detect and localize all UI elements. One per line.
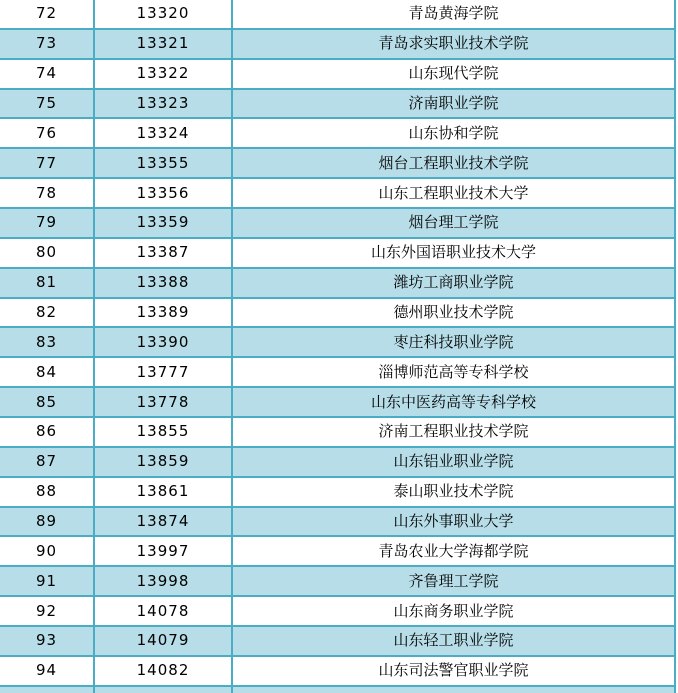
rank-cell: 73: [0, 30, 95, 58]
code-cell: 13356: [95, 179, 233, 207]
code-cell: 13321: [95, 30, 233, 58]
rank-cell: 88: [0, 478, 95, 506]
rank-cell: 72: [0, 0, 95, 28]
code-cell: 13324: [95, 119, 233, 147]
table-row: [0, 209, 676, 239]
table-row: [0, 657, 676, 687]
code-cell: 13861: [95, 478, 233, 506]
rank-cell: 74: [0, 60, 95, 88]
name-cell: 烟台工程职业技术学院: [233, 149, 676, 177]
code-cell: 13859: [95, 448, 233, 476]
rank-cell: 76: [0, 119, 95, 147]
name-cell: 济南工程职业技术学院: [233, 418, 676, 446]
table-row: [0, 179, 676, 209]
code-cell: 13997: [95, 537, 233, 565]
rank-cell: 78: [0, 179, 95, 207]
rank-cell: 83: [0, 328, 95, 356]
table-row: [0, 358, 676, 388]
code-cell: 13387: [95, 239, 233, 267]
rank-cell: 92: [0, 597, 95, 625]
rank-cell: 91: [0, 567, 95, 595]
name-cell: 青岛黄海学院: [233, 0, 676, 28]
table-row: [0, 149, 676, 179]
rank-cell: 81: [0, 269, 95, 297]
name-cell: 枣庄科技职业学院: [233, 328, 676, 356]
table-row: [0, 478, 676, 508]
name-cell: 山东铝业职业学院: [233, 448, 676, 476]
rank-cell: 90: [0, 537, 95, 565]
name-cell: 淄博师范高等专科学校: [233, 358, 676, 386]
name-cell: 山东中医药高等专科学校: [233, 388, 676, 416]
rank-cell: 77: [0, 149, 95, 177]
table-row: [0, 30, 676, 60]
rank-cell: 85: [0, 388, 95, 416]
name-cell: 山东协和学院: [233, 119, 676, 147]
rank-cell: 82: [0, 299, 95, 327]
rank-cell: 79: [0, 209, 95, 237]
rank-cell: 75: [0, 90, 95, 118]
rank-cell: 94: [0, 657, 95, 685]
code-cell: 14078: [95, 597, 233, 625]
rank-cell: 80: [0, 239, 95, 267]
code-cell: 13359: [95, 209, 233, 237]
name-cell: 山东司法警官职业学院: [233, 657, 676, 685]
code-cell: 13778: [95, 388, 233, 416]
rank-cell: 86: [0, 418, 95, 446]
table-row: [0, 60, 676, 90]
rank-cell: 84: [0, 358, 95, 386]
table-row: [0, 627, 676, 657]
code-cell: 14082: [95, 657, 233, 685]
name-cell: 山东现代学院: [233, 60, 676, 88]
code-cell: 13874: [95, 508, 233, 536]
code-cell: 13320: [95, 0, 233, 28]
table-row: [0, 90, 676, 120]
name-cell: 山东外事职业大学: [233, 508, 676, 536]
name-cell: 青岛求实职业技术学院: [233, 30, 676, 58]
name-cell: 德州职业技术学院: [233, 299, 676, 327]
table-row: [0, 299, 676, 329]
name-cell: 齐鲁理工学院: [233, 567, 676, 595]
code-cell: 13323: [95, 90, 233, 118]
code-cell: 13390: [95, 328, 233, 356]
code-cell: 13998: [95, 567, 233, 595]
table-row: [0, 418, 676, 448]
table-row: [0, 597, 676, 627]
table-row: [0, 508, 676, 538]
table-row: [0, 269, 676, 299]
code-cell: 13322: [95, 60, 233, 88]
name-cell: 烟台理工学院: [233, 209, 676, 237]
name-cell: 潍坊工商职业学院: [233, 269, 676, 297]
rank-cell: 87: [0, 448, 95, 476]
table-row: [0, 537, 676, 567]
name-cell: 山东轻工职业学院: [233, 627, 676, 655]
name-cell: 山东商务职业学院: [233, 597, 676, 625]
rank-cell: 89: [0, 508, 95, 536]
name-cell: 山东外国语职业技术大学: [233, 239, 676, 267]
rank-cell: 93: [0, 627, 95, 655]
name-cell: 山东工程职业技术大学: [233, 179, 676, 207]
table-row: [0, 567, 676, 597]
name-cell: 济南职业学院: [233, 90, 676, 118]
code-cell: 14079: [95, 627, 233, 655]
name-cell: 泰山职业技术学院: [233, 478, 676, 506]
code-cell: 13388: [95, 269, 233, 297]
name-cell: 青岛农业大学海都学院: [233, 537, 676, 565]
code-cell: 13389: [95, 299, 233, 327]
table-row: [0, 328, 676, 358]
table-row: [0, 119, 676, 149]
table-row: [0, 448, 676, 478]
table-row: [0, 239, 676, 269]
table-row: [0, 0, 676, 30]
table-row: [0, 388, 676, 418]
code-cell: 13355: [95, 149, 233, 177]
code-cell: 13777: [95, 358, 233, 386]
code-cell: 13855: [95, 418, 233, 446]
